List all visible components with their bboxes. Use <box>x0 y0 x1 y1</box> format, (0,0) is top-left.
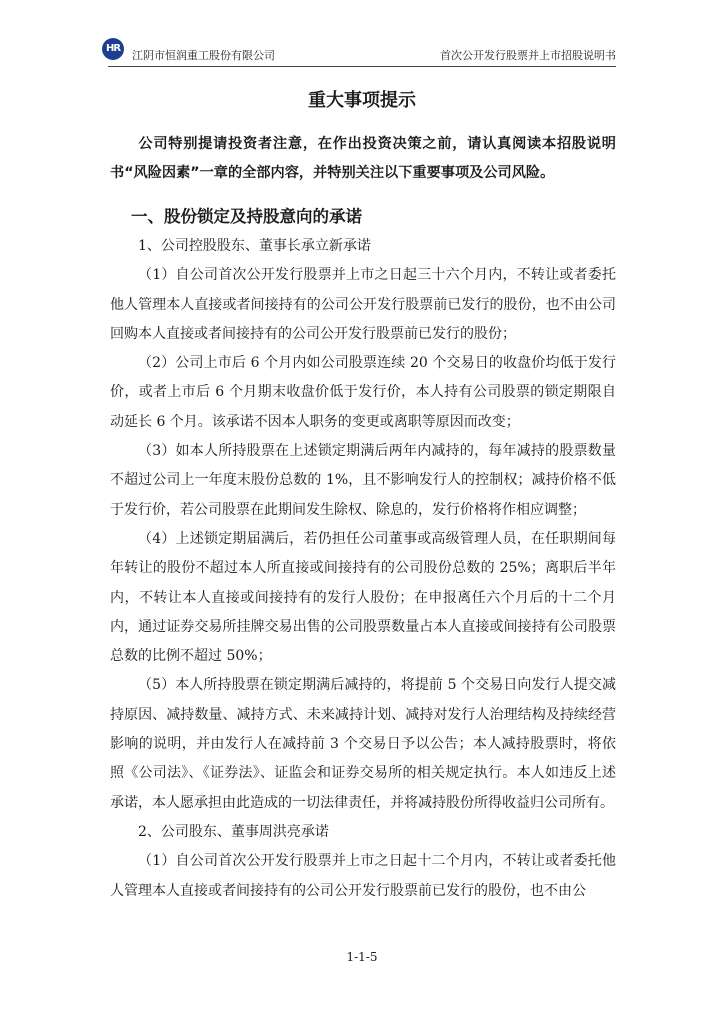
paragraph-2: （2）公司上市后 6 个月内如公司股票连续 20 个交易日的收盘价均低于发行价，或者上市后 6 个月期末收盘价低于发行价，本人持有公司股票的锁定期限自动延长 6 个月。该承诺不因本人职务的变更或离职等原因而改变； <box>110 355 616 430</box>
page-title: 重大事项提示 <box>308 90 416 111</box>
section-heading: 一、股份锁定及持股意向的承诺 <box>131 207 362 226</box>
body-content <box>110 232 616 906</box>
page-number: 1-1-5 <box>346 950 378 964</box>
subheading-controlling-shareholder: 1、公司控股股东、董事长承立新承诺 <box>138 238 371 254</box>
document-title: 首次公开发行股票并上市招股说明书 <box>440 49 616 62</box>
paragraph-1: （1）自公司首次公开发行股票并上市之日起三十六个月内，不转让或者委托他人管理本人直接或者间接持有的公司公开发行股票前已发行的股份，也不由公司回购本人直接或者间接持有的公司公开发行股票前已发行的股份； <box>110 267 616 342</box>
paragraph-6: （1）自公司首次公开发行股票并上市之日起十二个月内，不转让或者委托他人管理本人直接或者间接持有的公司公开发行股票前已发行的股份，也不由公 <box>110 853 616 899</box>
paragraph-4: （4）上述锁定期届满后，若仍担任公司董事或高级管理人员，在任职期间每年转让的股份不超过本人所直接或间接持有的公司股份总数的 25%；离职后半年内，不转让本人直接或间接持有的发行人股份；在申报离任六个月后的十二个月内，通过证券交易所挂牌交易出售的公司股票数量占本人直接或间接持有公司股票总数的比例不超过 50%； <box>110 530 616 665</box>
paragraph-3: （3）如本人所持股票在上述锁定期满后两年内减持的，每年减持的股票数量不超过公司上一年度末股份总数的 1%，且不影响发行人的控制权；减持价格不低于发行价，若公司股票在此期间发生除权、除息的，发行价格将作相应调整； <box>110 443 616 518</box>
intro-paragraph: 公司特别提请投资者注意，在作出投资决策之前，请认真阅读本招股说明书“风险因素”一章的全部内容，并特别关注以下重要事项及公司风险。 <box>110 136 616 181</box>
company-logo-icon: HR <box>102 38 124 60</box>
page-header <box>105 43 616 67</box>
paragraph-5: （5）本人所持股票在锁定期满后减持的，将提前 5 个交易日向发行人提交减持原因、减持数量、减持方式、未来减持计划、减持对发行人治理结构及持续经营影响的说明，并由发行人在减持前 3 个交易日予以公告；本人减持股票时，将依照《公司法》、《证券法》、证监会和证券交易所的相关规定执行。本人如违反上述承诺，本人愿承担由此造成的一切法律责任，并将减持股份所得收益归公司所有。 <box>110 677 616 811</box>
company-name: 江阴市恒润重工股份有限公司 <box>132 49 275 62</box>
subheading-shareholder-director: 2、公司股东、董事周洪亮承诺 <box>138 823 329 840</box>
